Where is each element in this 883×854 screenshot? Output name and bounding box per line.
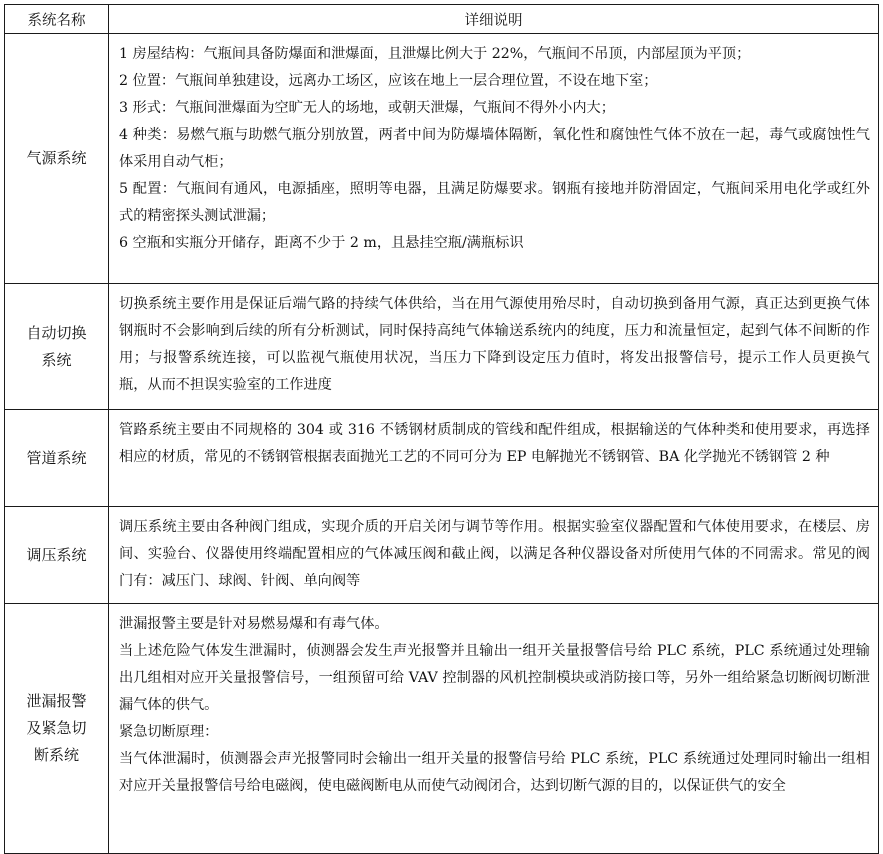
description-line: 调压系统主要由各种阀门组成，实现介质的开启关闭与调节等作用。根据实验室仪器配置和气体使用要求，在楼层、房间、实验台、仪器使用终端配置相应的气体减压阀和截止阀，以满足各种仪器设备对所使用气体的不同需求。常见的阀门有：减压门、球阀、针阀、单向阀等 bbox=[119, 519, 870, 589]
description-line: 1 房屋结构：气瓶间具备防爆面和泄爆面，且泄爆比例大于 22%，气瓶间不吊顶，内部屋顶为平顶； bbox=[119, 46, 751, 62]
system-description-table bbox=[4, 4, 879, 854]
system-description-cell bbox=[109, 284, 879, 410]
system-name: 气源系统 bbox=[26, 149, 87, 167]
table-row bbox=[5, 604, 879, 854]
system-name-cell bbox=[5, 284, 109, 410]
system-description-cell bbox=[109, 604, 879, 854]
column-header-system-name: 系统名称 bbox=[5, 5, 109, 34]
description-line: 5 配置：气瓶间有通风，电源插座，照明等电器，且满足防爆要求。钢瓶有接地并防滑固定，气瓶间采用电化学或红外式的精密探头测试泄漏； bbox=[119, 181, 870, 224]
system-name-cell bbox=[5, 34, 109, 284]
system-name-cell bbox=[5, 604, 109, 854]
system-name: 管道系统 bbox=[26, 448, 87, 467]
system-description-cell bbox=[109, 410, 879, 507]
description-line: 3 形式：气瓶间泄爆面为空旷无人的场地，或朝天泄爆，气瓶间不得外小内大； bbox=[119, 100, 615, 116]
system-name-cell bbox=[5, 410, 109, 507]
table-row bbox=[5, 34, 879, 284]
table-row bbox=[5, 507, 879, 604]
description-line: 4 种类：易燃气瓶与助燃气瓶分别放置，两者中间为防爆墙体隔断，氧化性和腐蚀性气体不放在一起，毒气或腐蚀性气体采用自动气柜； bbox=[119, 127, 870, 170]
description-line: 泄漏报警主要是针对易燃易爆和有毒气体。 bbox=[119, 616, 389, 632]
column-header-details: 详细说明 bbox=[109, 5, 879, 34]
table-header-row bbox=[5, 5, 879, 34]
description-line: 切换系统主要作用是保证后端气路的持续气体供给，当在用气源使用殆尽时，自动切换到备用气源，真正达到更换气体钢瓶时不会影响到后续的所有分析测试，同时保持高纯气体输送系统内的纯度，压力和流量恒定，起到气体不间断的作用；与报警系统连接，可以监视气瓶使用状况，当压力下降到设定压力值时，将发出报警信号，提示工作人员更换气瓶，从而不担误实验室的工作进度 bbox=[119, 296, 870, 393]
system-description-cell bbox=[109, 34, 879, 284]
description-line: 2 位置：气瓶间单独建设，远离办工场区，应该在地上一层合理位置，不设在地下室； bbox=[119, 73, 658, 89]
description-line: 紧急切断原理： bbox=[119, 724, 219, 740]
description-line: 管路系统主要由不同规格的 304 或 316 不锈钢材质制成的管线和配件组成，根据输送的气体种类和使用要求，再选择相应的材质，常见的不锈钢管根据表面抛光工艺的不同可分为 EP 电解抛光不锈钢管、BA 化学抛光不锈钢管 2 种 bbox=[119, 422, 870, 465]
system-name-cell bbox=[5, 507, 109, 604]
description-line: 当气体泄漏时，侦测器会声光报警同时会输出一组开关量的报警信号给 PLC 系统，PLC 系统通过处理同时输出一组相对应开关量报警信号给电磁阀，使电磁阀断电从而使气动阀闭合，达到切断气源的目的，以保证供气的安全 bbox=[119, 751, 870, 794]
system-name: 调压系统 bbox=[26, 545, 87, 564]
description-line: 6 空瓶和实瓶分开储存，距离不少于 2 m，且悬挂空瓶/满瓶标识 bbox=[119, 235, 524, 251]
system-description-cell bbox=[109, 507, 879, 604]
table-row bbox=[5, 284, 879, 410]
description-line: 当上述危险气体发生泄漏时，侦测器会发生声光报警并且输出一组开关量报警信号给 PLC 系统，PLC 系统通过处理输出几组相对应开关量报警信号，一组预留可给 VAV 控制器的风机控制模块或消防接口等，另外一组给紧急切断阀切断泄漏气体的供气。 bbox=[119, 643, 870, 713]
table-row bbox=[5, 410, 879, 507]
system-name: 自动切换系统 bbox=[26, 323, 87, 369]
system-name: 泄漏报警及紧急切断系统 bbox=[26, 692, 87, 764]
